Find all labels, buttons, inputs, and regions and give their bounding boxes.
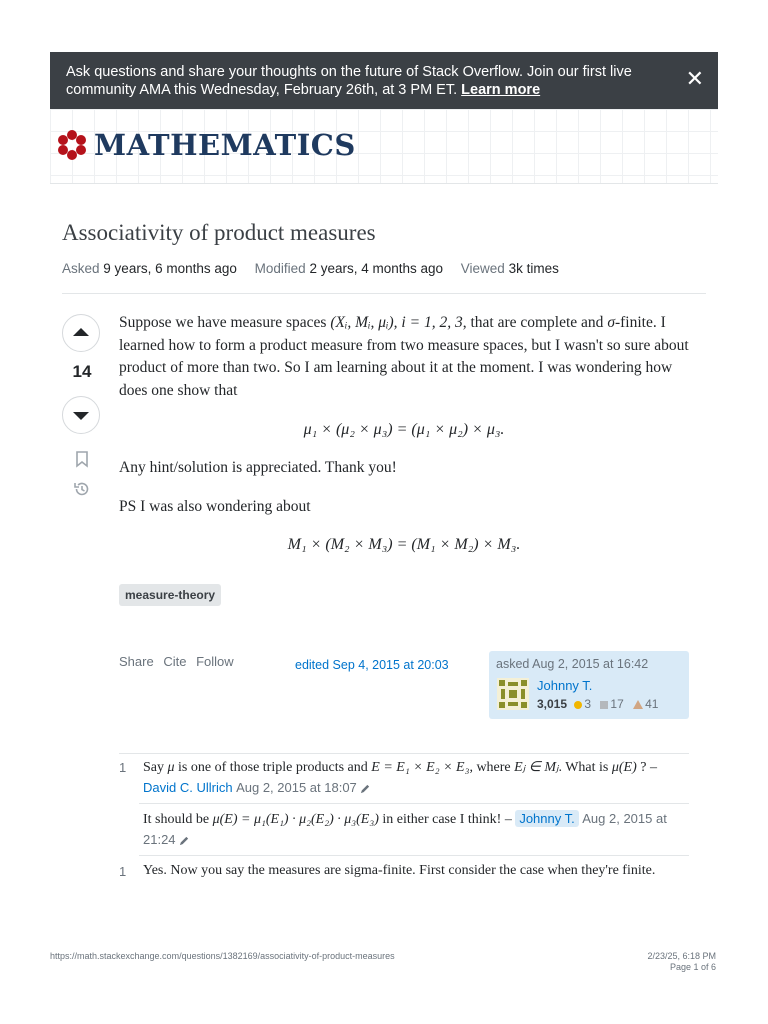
question-title[interactable]: Associativity of product measures xyxy=(62,220,376,245)
comment-user-op[interactable]: Johnny T. xyxy=(515,810,578,827)
mathematics-logo-icon[interactable] xyxy=(56,129,88,161)
modified-value[interactable]: 2 years, 4 months ago xyxy=(309,261,444,276)
follow-link[interactable]: Follow xyxy=(196,654,234,669)
comment-divider xyxy=(139,803,689,804)
comment-text: . What is xyxy=(558,760,609,775)
print-info xyxy=(647,951,716,973)
edited-link[interactable]: edited Sep 4, 2015 at 20:03 xyxy=(295,658,449,672)
reputation-score: 3,015 xyxy=(537,697,568,711)
silver-badge-count: 17 xyxy=(610,697,624,711)
gold-badge-icon xyxy=(574,701,582,709)
comment-date[interactable]: Aug 2, 2015 at 21:24 xyxy=(143,811,667,847)
learn-more-link[interactable]: Learn more xyxy=(461,82,541,98)
silver-badge-icon xyxy=(600,701,608,709)
math-inline: σ xyxy=(607,314,615,331)
equation-measures xyxy=(119,421,689,439)
post-actions xyxy=(119,654,240,669)
announcement-banner xyxy=(50,52,718,109)
equation-text: μ₁ × (μ₂ × μ₃) = (μ₁ × μ₂) × μ₃. xyxy=(303,421,505,438)
comment-score: 1 xyxy=(119,760,127,775)
math-inline: E = E₁ × E₂ × E₃ xyxy=(371,760,470,775)
owner-reputation xyxy=(537,697,658,711)
equation-sigma-algebras xyxy=(119,536,689,554)
comment-text: is one of those triple products and xyxy=(178,760,368,775)
question-meta xyxy=(62,261,573,276)
math-inline: (Xᵢ, Mᵢ, μᵢ), i = 1, 2, 3 xyxy=(330,314,463,331)
comment-3: Yes. Now you say the measures are sigma-finite. First consider the case when they're finite. xyxy=(143,863,656,878)
history-icon[interactable] xyxy=(73,480,91,498)
modified-label: Modified xyxy=(254,261,306,276)
asked-date: asked Aug 2, 2015 at 16:42 xyxy=(496,657,649,671)
question-body-paragraph-3: PS I was also wondering about xyxy=(119,498,311,515)
comment-user[interactable]: David C. Ullrich xyxy=(143,780,233,795)
asked-label: Asked xyxy=(62,261,100,276)
comment-date[interactable]: Aug 2, 2015 at 18:07 xyxy=(236,780,357,795)
equation-text: M₁ × (M₂ × M₃) = (M₁ × M₂) × M₃. xyxy=(287,536,521,553)
bronze-badge-icon xyxy=(633,700,643,709)
body-text: Suppose we have measure spaces xyxy=(119,314,327,331)
math-inline: μ xyxy=(167,760,175,775)
bookmark-icon[interactable] xyxy=(73,450,91,468)
pencil-icon xyxy=(360,783,371,794)
comment-text: Say xyxy=(143,760,164,775)
math-inline: μ(E) xyxy=(611,760,637,775)
pencil-icon xyxy=(179,835,190,846)
viewed-value: 3k times xyxy=(508,261,559,276)
avatar[interactable] xyxy=(497,678,529,710)
arrow-up-icon xyxy=(73,328,89,336)
comment-text: ? – xyxy=(640,760,657,775)
body-text: -finite. I learned how to form a product measure from two measure spaces, but I wasn't so sure about product of more than two. So I am learning about it at the moment. I was wondering how does one show that xyxy=(119,314,689,399)
comment-divider xyxy=(139,855,689,856)
page-url: https://math.stackexchange.com/questions/1382169/associativity-of-product-measures xyxy=(50,951,395,961)
comment-text: It should be xyxy=(143,812,210,827)
page-number: Page 1 of 6 xyxy=(669,962,716,972)
vote-count: 14 xyxy=(72,362,92,381)
divider xyxy=(62,293,706,294)
banner-text: Ask questions and share your thoughts on the future of Stack Overflow. Join our first live community AMA this Wednesday, February 26th, at 3 PM ET. xyxy=(66,64,632,98)
question-body-paragraph-1 xyxy=(119,312,689,402)
upvote-button[interactable] xyxy=(62,314,100,352)
comment-1 xyxy=(143,758,689,799)
comments-divider xyxy=(119,753,689,754)
site-header xyxy=(50,109,718,184)
owner-name[interactable]: Johnny T. xyxy=(537,678,593,693)
question-body-paragraph-2: Any hint/solution is appreciated. Thank you! xyxy=(119,459,397,476)
viewed-label: Viewed xyxy=(460,261,505,276)
cite-link[interactable]: Cite xyxy=(163,654,187,669)
share-link[interactable]: Share xyxy=(119,654,154,669)
comment-score: 1 xyxy=(119,864,127,879)
comment-2 xyxy=(143,809,689,851)
downvote-button[interactable] xyxy=(62,396,100,434)
math-inline: μ(E) = μ₁(E₁) · μ₂(E₂) · μ₃(E₃) xyxy=(212,812,379,827)
tag-measure-theory[interactable]: measure-theory xyxy=(119,584,221,606)
arrow-down-icon xyxy=(73,412,89,420)
body-text: , that are complete and xyxy=(462,314,604,331)
bronze-badge-count: 41 xyxy=(645,697,659,711)
comment-text: in either case I think! – xyxy=(382,812,512,827)
print-datetime: 2/23/25, 6:18 PM xyxy=(647,951,716,961)
math-inline: Eⱼ ∈ Mⱼ xyxy=(514,760,559,775)
comment-text: , where xyxy=(469,760,511,775)
asked-value: 9 years, 6 months ago xyxy=(103,261,237,276)
site-name[interactable]: MATHEMATICS xyxy=(94,128,356,162)
owner-card xyxy=(489,651,689,719)
close-icon[interactable]: ✕ xyxy=(685,66,704,91)
gold-badge-count: 3 xyxy=(584,697,592,711)
